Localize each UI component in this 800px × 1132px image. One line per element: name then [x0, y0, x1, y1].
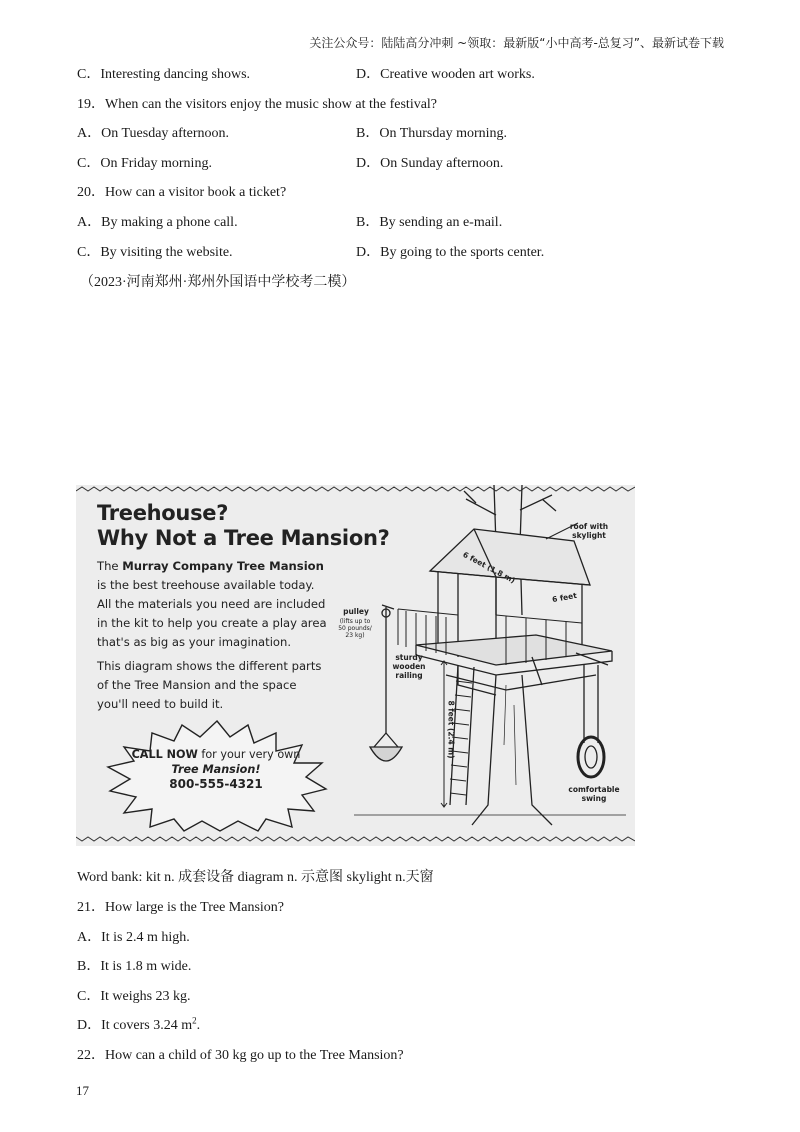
- ad-intro-post: is the best treehouse available today. All the materials you need are included in the kit to help you create a play area that's as big as your imagination.: [97, 578, 327, 649]
- label-6-feet-left: 6 feet (1.8 m): [461, 549, 517, 586]
- exam-source: （2023·河南郑州·郑州外国语中学校考二模）: [80, 275, 356, 290]
- q22-question: 22．How can a child of 30 kg go up to the Tree Mansion?: [77, 1048, 404, 1063]
- q19-question: 19．When can the visitors enjoy the music show at the festival?: [77, 97, 438, 112]
- q19-option-c: C．On Friday morning.: [77, 156, 212, 171]
- ad-title-line2: Why Not a Tree Mansion?: [97, 526, 390, 550]
- q20-option-c: C．By visiting the website.: [77, 245, 233, 260]
- word-bank: Word bank: kit n. 成套设备 diagram n. 示意图 skylight n.天窗: [77, 870, 434, 885]
- label-railing: sturdy wooden railing: [392, 653, 426, 680]
- q19-option-b: B．On Thursday morning.: [356, 126, 508, 141]
- call-now-product: Tree Mansion!: [171, 763, 261, 776]
- call-now-label: CALL NOW: [131, 748, 198, 761]
- label-6-feet-right: 6 feet: [551, 590, 578, 605]
- call-now-rest: for your very own: [197, 748, 301, 761]
- q21-option-d: [77, 1014, 200, 1034]
- q21-question: 21．How large is the Tree Mansion?: [77, 900, 284, 915]
- page-number: 17: [76, 1083, 89, 1098]
- ad-title-line1: Treehouse?: [97, 501, 229, 525]
- q20-option-b: B．By sending an e-mail.: [356, 215, 503, 230]
- tree-mansion-ad: [76, 485, 635, 846]
- q18-option-d: D．Creative wooden art works.: [356, 67, 535, 82]
- label-8-feet: 8 feet (2.4 m): [446, 700, 456, 759]
- q21-option-d-end: .: [196, 1018, 201, 1033]
- label-pulley-note: (lifts up to 50 pounds/ 23 kg): [338, 618, 372, 639]
- page-header: 关注公众号：陆陆高分冲刺 ~领取：最新版“小中高考-总复习”、最新试卷下载: [309, 36, 724, 50]
- q21-option-b: B．It is 1.8 m wide.: [77, 959, 192, 974]
- q21-option-d-text: D．It covers 3.24 m: [77, 1018, 193, 1033]
- phone-number: 800-555-4321: [169, 777, 263, 791]
- label-pulley: pulley: [343, 607, 369, 616]
- q20-option-d: D．By going to the sports center.: [356, 245, 545, 260]
- q21-option-a: A．It is 2.4 m high.: [77, 930, 190, 945]
- q19-option-a: A．On Tuesday afternoon.: [77, 126, 230, 141]
- call-now-text: [116, 747, 316, 792]
- q18-option-c: C．Interesting dancing shows.: [77, 67, 251, 82]
- label-roof-skylight: roof with skylight: [569, 522, 609, 540]
- label-swing: comfortable swing: [568, 785, 620, 803]
- ad-company-name: Murray Company Tree Mansion: [122, 559, 324, 573]
- q20-option-a: A．By making a phone call.: [77, 215, 238, 230]
- ad-intro-paragraph: [97, 557, 327, 652]
- q21-option-d-sup: 2: [192, 1015, 197, 1026]
- ad-diagram-paragraph: This diagram shows the different parts of the Tree Mansion and the space you'll need to build it.: [97, 659, 322, 711]
- q21-option-c: C．It weighs 23 kg.: [77, 989, 191, 1004]
- ad-intro-pre: The: [97, 559, 123, 573]
- q19-option-d: D．On Sunday afternoon.: [356, 156, 504, 171]
- q20-question: 20．How can a visitor book a ticket?: [77, 185, 287, 200]
